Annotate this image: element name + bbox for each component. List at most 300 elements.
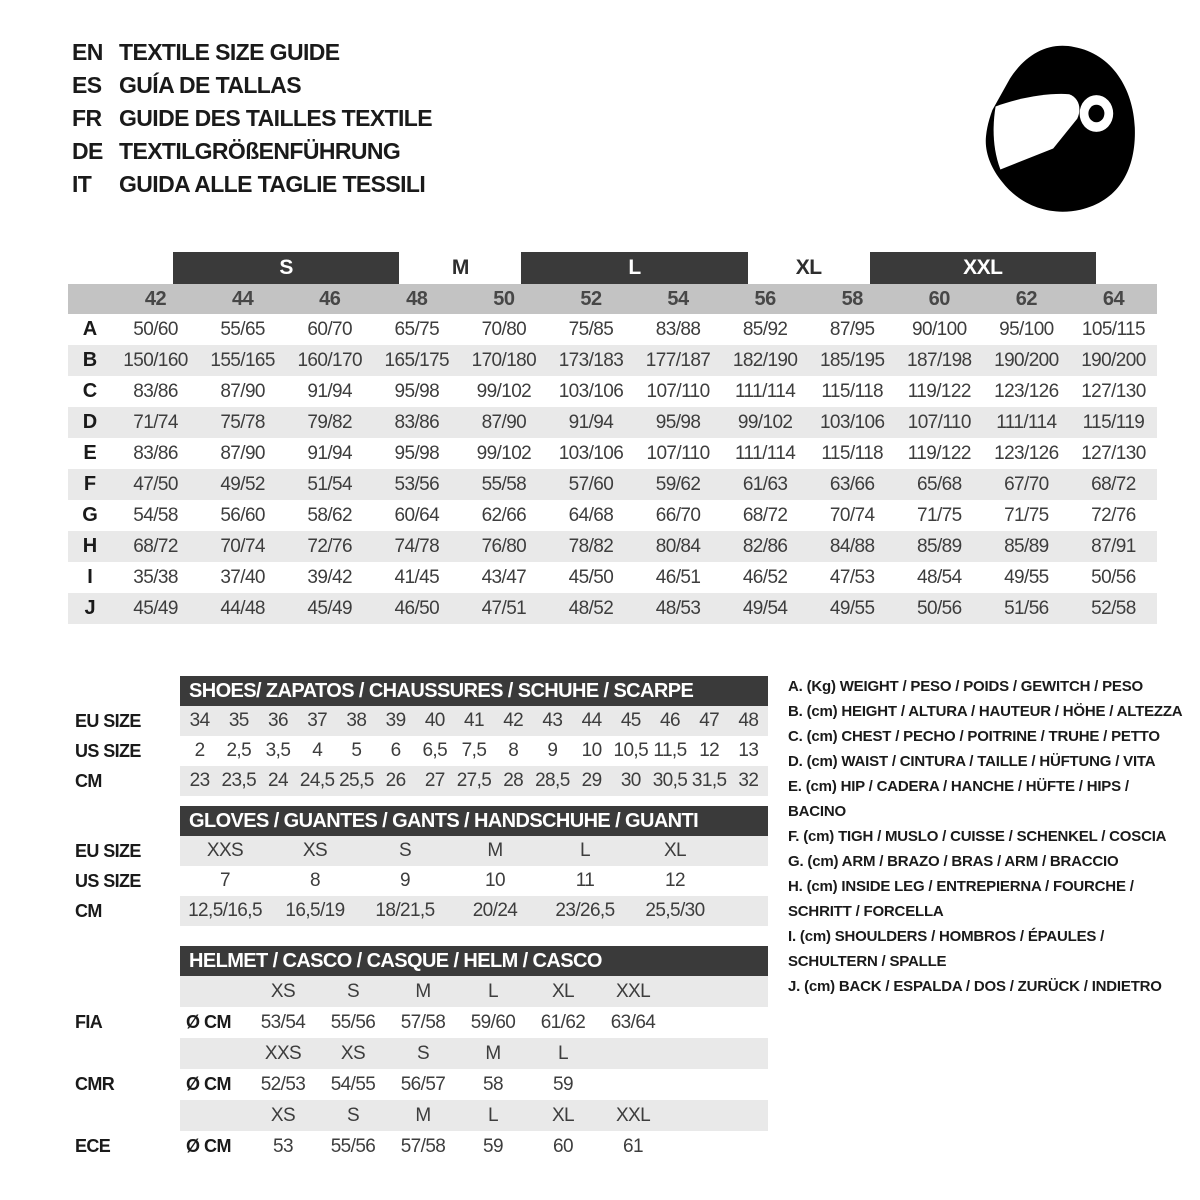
size-band-xl: XL (795, 256, 822, 279)
value-cell: XL (551, 980, 575, 1002)
value-cell: XS (302, 840, 328, 861)
row-letter: D (82, 411, 98, 433)
row-values (180, 766, 768, 796)
value-cell: 50/56 (1091, 566, 1136, 588)
value-cell: 170/180 (471, 349, 537, 371)
value-cell: 54/58 (133, 504, 178, 526)
language-row (72, 36, 432, 69)
value-cell: 46/51 (655, 566, 701, 588)
numeric-size: 60 (928, 287, 950, 310)
value-cell: 47/53 (829, 566, 875, 588)
value-cell: 60 (553, 1135, 573, 1157)
value-cell: 68/72 (742, 504, 788, 526)
value-cell: 45/49 (133, 597, 178, 619)
numeric-size: 56 (754, 287, 776, 310)
value-cell: 38 (346, 710, 367, 731)
diameter-unit-label: Ø CM (186, 1136, 231, 1156)
value-cell: 46 (660, 710, 680, 731)
legend-item: A. (Kg) WEIGHT / PESO / POIDS / GEWITCH / PESO (788, 678, 1143, 695)
value-cell: 50/60 (133, 318, 178, 340)
shoes-row (68, 766, 768, 796)
value-cell: 9 (547, 740, 558, 761)
value-cell: 37 (307, 710, 328, 731)
row-values (180, 866, 768, 896)
value-cell: 71/75 (917, 504, 962, 526)
value-cell: 190/200 (1081, 349, 1146, 371)
value-cell: 87/90 (220, 442, 265, 464)
value-cell: 27,5 (456, 770, 492, 791)
value-cell: S (346, 1104, 360, 1126)
value-cell: 177/187 (645, 349, 711, 371)
value-cell: 62/66 (481, 504, 527, 526)
value-cell: 123/126 (994, 380, 1059, 402)
gloves-table-title: GLOVES / GUANTES / GANTS / HANDSCHUHE / GUANTI (180, 806, 768, 836)
value-cell: 3,5 (265, 740, 291, 761)
language-title: TEXTILE SIZE GUIDE (119, 39, 340, 65)
value-cell: XS (340, 1042, 366, 1064)
value-cell: 91/94 (307, 442, 352, 464)
value-cell: 35 (228, 710, 249, 731)
value-cell: 123/126 (994, 442, 1059, 464)
value-cell: 91/94 (568, 411, 614, 433)
value-cell: 85/89 (1004, 535, 1049, 557)
language-code: FR (72, 105, 102, 131)
textile-row (68, 469, 1157, 500)
numeric-size: 54 (667, 287, 689, 310)
row-label: CMR (75, 1074, 115, 1094)
value-cell: 45/49 (307, 597, 352, 619)
language-row (72, 69, 432, 102)
row-label: CM (75, 770, 102, 791)
value-cell: 103/106 (558, 380, 624, 402)
value-cell: L (488, 1104, 498, 1126)
value-cell: 7 (220, 870, 230, 891)
value-cell: 24 (268, 770, 288, 791)
value-cell: 57/58 (400, 1011, 446, 1033)
value-cell: 75/78 (220, 411, 265, 433)
row-letter: F (83, 473, 97, 495)
value-cell: 47/50 (133, 473, 178, 495)
value-cell: 51/56 (1004, 597, 1049, 619)
textile-row (68, 407, 1157, 438)
value-cell: 72/76 (1091, 504, 1136, 526)
legend-item: G. (cm) ARM / BRAZO / BRAS / ARM / BRACCIO (788, 853, 1119, 870)
accessory-tables (68, 676, 768, 1162)
value-cell: 20/24 (472, 900, 518, 921)
value-cell: 2,5 (226, 740, 252, 761)
value-cell: 12 (699, 740, 720, 761)
language-title: GUIDA ALLE TAGLIE TESSILI (119, 171, 426, 197)
shoes-table-title: SHOES/ ZAPATOS / CHAUSSURES / SCHUHE / SCARPE (180, 676, 768, 706)
value-cell: 30 (620, 770, 641, 791)
value-cell: XXL (615, 980, 651, 1002)
size-band-xxl: XXL (870, 252, 1096, 284)
size-bands-row (68, 252, 1157, 284)
value-cell: 25,5 (339, 770, 374, 791)
textile-row (68, 376, 1157, 407)
value-cell: 56/57 (400, 1073, 446, 1095)
value-cell: 40 (424, 710, 445, 731)
value-cell: 60/70 (307, 318, 352, 340)
value-cell: 87/90 (220, 380, 265, 402)
value-cell: 165/175 (384, 349, 450, 371)
value-cell: 99/102 (476, 442, 532, 464)
helmet-row (68, 1007, 768, 1038)
value-cell: XXS (264, 1042, 302, 1064)
row-label: US SIZE (75, 870, 141, 891)
numeric-size: 52 (580, 287, 602, 310)
numeric-size: 48 (406, 287, 428, 310)
helmet-row (68, 1038, 768, 1069)
row-values (180, 1069, 768, 1100)
value-cell: S (416, 1042, 430, 1064)
shoes-rows (68, 706, 768, 796)
row-letter: B (82, 349, 98, 371)
row-letter: J (84, 597, 96, 619)
value-cell: 95/98 (394, 380, 440, 402)
value-cell: 63/64 (610, 1011, 656, 1033)
value-cell: 44 (581, 710, 602, 731)
value-cell: 65/68 (917, 473, 962, 495)
value-cell: 83/88 (655, 318, 701, 340)
helmet-title-row (68, 946, 768, 976)
value-cell: 71/74 (133, 411, 178, 433)
value-cell: 49/55 (1004, 566, 1049, 588)
value-cell: 49/55 (829, 597, 875, 619)
language-title: GUÍA DE TALLAS (119, 72, 301, 98)
value-cell: 90/100 (912, 318, 967, 340)
helmet-row (68, 1131, 768, 1162)
value-cell: 42 (503, 710, 524, 731)
value-cell: 111/114 (734, 380, 796, 402)
row-values (180, 706, 768, 736)
value-cell: L (580, 840, 590, 861)
racing-helmet-icon (978, 40, 1138, 215)
diameter-unit-label: Ø CM (186, 1074, 231, 1094)
value-cell: 71/75 (1004, 504, 1049, 526)
value-cell: 27 (424, 770, 445, 791)
row-label: EU SIZE (75, 840, 141, 861)
shoes-row (68, 706, 768, 736)
value-cell: 67/70 (1004, 473, 1049, 495)
value-cell: 70/80 (481, 318, 527, 340)
value-cell: 25,5/30 (645, 900, 705, 921)
legend-item: H. (cm) INSIDE LEG / ENTREPIERNA / FOURCHE / SCHRITT / FORCELLA (788, 878, 1134, 920)
textile-row (68, 593, 1157, 624)
value-cell: 6,5 (422, 740, 448, 761)
row-values (180, 1100, 768, 1131)
value-cell: 59/60 (470, 1011, 516, 1033)
value-cell: 53 (273, 1135, 293, 1157)
numeric-size: 58 (841, 287, 863, 310)
row-letter: I (87, 566, 93, 588)
value-cell (598, 1069, 668, 1100)
row-letter: H (82, 535, 98, 557)
language-title: TEXTILGRÖßENFÜHRUNG (119, 138, 401, 164)
value-cell: 115/118 (821, 380, 884, 402)
value-cell: 111/114 (996, 411, 1057, 433)
language-code: ES (72, 72, 102, 98)
legend-item: B. (cm) HEIGHT / ALTURA / HAUTEUR / HÖHE / ALTEZZA (788, 703, 1183, 720)
value-cell: 74/78 (394, 535, 440, 557)
row-label: ECE (75, 1136, 111, 1156)
numeric-size: 42 (144, 287, 167, 310)
value-cell: 26 (385, 770, 406, 791)
size-band-m: M (451, 256, 469, 279)
diameter-unit-label (180, 1038, 248, 1069)
value-cell: 72/76 (307, 535, 352, 557)
value-cell: 107/110 (646, 442, 710, 464)
value-cell: 12 (665, 870, 685, 891)
value-cell: 5 (351, 740, 362, 761)
value-cell: L (558, 1042, 568, 1064)
value-cell: 48/53 (655, 597, 701, 619)
value-cell: 47/51 (481, 597, 527, 619)
measurement-legend (788, 674, 1186, 999)
helmet-size-table (68, 946, 768, 1162)
value-cell: 187/198 (907, 349, 972, 371)
value-cell: 8 (508, 740, 519, 761)
numeric-size: 50 (493, 287, 515, 310)
value-cell: 83/86 (133, 442, 178, 464)
row-values (180, 1007, 768, 1038)
value-cell: 107/110 (907, 411, 971, 433)
value-cell: 46/52 (742, 566, 788, 588)
value-cell: 63/66 (829, 473, 875, 495)
legend-item: E. (cm) HIP / CADERA / HANCHE / HÜFTE / HIPS / BACINO (788, 778, 1129, 820)
value-cell: 103/106 (558, 442, 624, 464)
value-cell: 4 (312, 740, 323, 761)
value-cell: 41/45 (394, 566, 440, 588)
row-letter: C (82, 380, 98, 402)
value-cell: 66/70 (655, 504, 701, 526)
value-cell: XS (270, 1104, 296, 1126)
value-cell: 58/62 (307, 504, 352, 526)
value-cell: 49/52 (220, 473, 265, 495)
row-label (68, 1100, 180, 1131)
row-values (180, 836, 768, 866)
value-cell: 49/54 (742, 597, 788, 619)
value-cell: 57/60 (568, 473, 614, 495)
row-values (180, 896, 768, 926)
value-cell: 99/102 (476, 380, 532, 402)
value-cell: 53/56 (394, 473, 440, 495)
value-cell: 23/26,5 (555, 900, 615, 921)
gloves-row (68, 836, 768, 866)
textile-rows (68, 314, 1157, 624)
value-cell: 82/86 (742, 535, 788, 557)
value-cell: 48/52 (568, 597, 614, 619)
value-cell: M (485, 1042, 501, 1064)
value-cell: 115/119 (1082, 411, 1145, 433)
value-cell: M (415, 1104, 431, 1126)
value-cell: 68/72 (1091, 473, 1136, 495)
value-cell: S (398, 840, 412, 861)
value-cell: 61/62 (540, 1011, 586, 1033)
value-cell: 11,5 (653, 740, 687, 761)
numeric-size: 44 (231, 287, 254, 310)
value-cell: 80/84 (655, 535, 701, 557)
value-cell: 60/64 (394, 504, 440, 526)
language-row (72, 102, 432, 135)
value-cell: 30,5 (652, 770, 688, 791)
value-cell: 35/38 (133, 566, 178, 588)
value-cell: 107/110 (646, 380, 710, 402)
row-letter: A (82, 318, 98, 340)
value-cell: 9 (400, 870, 410, 891)
diameter-unit-label (180, 1100, 248, 1131)
row-letter: E (83, 442, 97, 464)
numeric-size: 64 (1102, 287, 1125, 310)
numeric-size: 62 (1015, 287, 1037, 310)
value-cell: 70/74 (829, 504, 875, 526)
helmet-row (68, 1069, 768, 1100)
value-cell: 65/75 (394, 318, 440, 340)
size-band-s: S (173, 252, 399, 284)
value-cell: 36 (268, 710, 288, 731)
value-cell: 61/63 (742, 473, 788, 495)
value-cell: XS (270, 980, 296, 1002)
value-cell: 32 (738, 770, 759, 791)
value-cell: 127/130 (1081, 442, 1146, 464)
gloves-row (68, 866, 768, 896)
value-cell: XL (663, 840, 687, 861)
textile-size-table (68, 252, 1157, 624)
textile-row (68, 314, 1157, 345)
value-cell: 75/85 (568, 318, 614, 340)
value-cell: 95/98 (655, 411, 701, 433)
value-cell: 95/100 (999, 318, 1054, 340)
row-label: FIA (75, 1012, 103, 1032)
value-cell: 103/106 (819, 411, 885, 433)
value-cell: 115/118 (821, 442, 884, 464)
value-cell: 70/74 (220, 535, 265, 557)
value-cell: XXS (206, 840, 244, 861)
value-cell: 79/82 (307, 411, 352, 433)
value-cell: 185/195 (819, 349, 885, 371)
value-cell: 31,5 (691, 770, 727, 791)
value-cell: 51/54 (307, 473, 352, 495)
textile-row (68, 345, 1157, 376)
value-cell: M (415, 980, 431, 1002)
value-cell: 41 (464, 710, 484, 731)
value-cell: 48/54 (917, 566, 962, 588)
gloves-title-row (68, 806, 768, 836)
value-cell: 52/53 (260, 1073, 306, 1095)
value-cell: 78/82 (568, 535, 614, 557)
value-cell: L (488, 980, 498, 1002)
value-cell: 59 (483, 1135, 503, 1157)
value-cell: 54/55 (330, 1073, 376, 1095)
value-cell: 12,5/16,5 (188, 900, 262, 921)
value-cell: 10 (581, 740, 602, 761)
legend-item: D. (cm) WAIST / CINTURA / TAILLE / HÜFTUNG / VITA (788, 753, 1156, 770)
language-title: GUIDE DES TAILLES TEXTILE (119, 105, 432, 131)
value-cell: 190/200 (994, 349, 1059, 371)
value-cell: 58 (483, 1073, 503, 1095)
value-cell: 56/60 (220, 504, 265, 526)
diameter-unit-label (180, 976, 248, 1007)
helmet-row (68, 1100, 768, 1131)
textile-row (68, 500, 1157, 531)
helmet-row (68, 976, 768, 1007)
value-cell: 85/89 (917, 535, 962, 557)
value-cell: 91/94 (307, 380, 352, 402)
shoes-size-table (68, 676, 768, 796)
row-label (68, 976, 180, 1007)
diameter-unit-label: Ø CM (186, 1012, 231, 1032)
value-cell: 57/58 (400, 1135, 446, 1157)
row-label: CM (75, 900, 102, 921)
value-cell: 55/56 (330, 1135, 376, 1157)
value-cell: 43/47 (481, 566, 527, 588)
value-cell: 84/88 (829, 535, 875, 557)
value-cell: 85/92 (742, 318, 788, 340)
row-values (180, 1131, 768, 1162)
value-cell: 64/68 (568, 504, 614, 526)
value-cell: 46/50 (394, 597, 440, 619)
numeric-size-header-row (68, 284, 1157, 314)
language-row (72, 135, 432, 168)
value-cell: 119/122 (907, 442, 971, 464)
helmet-rows (68, 976, 768, 1162)
value-cell: 34 (189, 710, 210, 731)
gloves-size-table (68, 806, 768, 926)
language-code: DE (72, 138, 103, 164)
value-cell: 18/21,5 (375, 900, 435, 921)
value-cell: 2 (194, 740, 205, 761)
value-cell: M (487, 840, 503, 861)
value-cell: S (346, 980, 360, 1002)
shoes-title-row (68, 676, 768, 706)
shoes-row (68, 736, 768, 766)
gloves-rows (68, 836, 768, 926)
value-cell: 23 (189, 770, 210, 791)
value-cell: 119/122 (907, 380, 971, 402)
value-cell: 13 (738, 740, 759, 761)
value-cell: 10,5 (613, 740, 649, 761)
row-values (180, 976, 768, 1007)
value-cell: 99/102 (737, 411, 793, 433)
value-cell: 61 (623, 1135, 643, 1157)
value-cell: 173/183 (558, 349, 624, 371)
value-cell: 29 (581, 770, 602, 791)
textile-row (68, 531, 1157, 562)
legend-item: J. (cm) BACK / ESPALDA / DOS / ZURÜCK / INDIETRO (788, 978, 1162, 995)
value-cell: 55/58 (481, 473, 527, 495)
helmet-table-title: HELMET / CASCO / CASQUE / HELM / CASCO (180, 946, 768, 976)
value-cell: 8 (310, 870, 320, 891)
value-cell: 16,5/19 (285, 900, 345, 921)
value-cell: 39 (385, 710, 406, 731)
value-cell: 111/114 (734, 442, 796, 464)
value-cell: 155/165 (210, 349, 275, 371)
legend-item: I. (cm) SHOULDERS / HOMBROS / ÉPAULES / SCHULTERN / SPALLE (788, 928, 1105, 970)
value-cell: 59/62 (655, 473, 701, 495)
value-cell (598, 1038, 668, 1069)
value-cell: 53/54 (260, 1011, 306, 1033)
row-letter: G (82, 504, 98, 526)
value-cell: XL (551, 1104, 575, 1126)
value-cell: 83/86 (394, 411, 440, 433)
language-code: IT (72, 171, 92, 197)
value-cell: 39/42 (307, 566, 352, 588)
value-cell: 10 (485, 870, 505, 891)
legend-item: C. (cm) CHEST / PECHO / POITRINE / TRUHE / PETTO (788, 728, 1160, 745)
value-cell: 160/170 (297, 349, 362, 371)
value-cell: 50/56 (917, 597, 962, 619)
value-cell: 11 (575, 870, 595, 891)
